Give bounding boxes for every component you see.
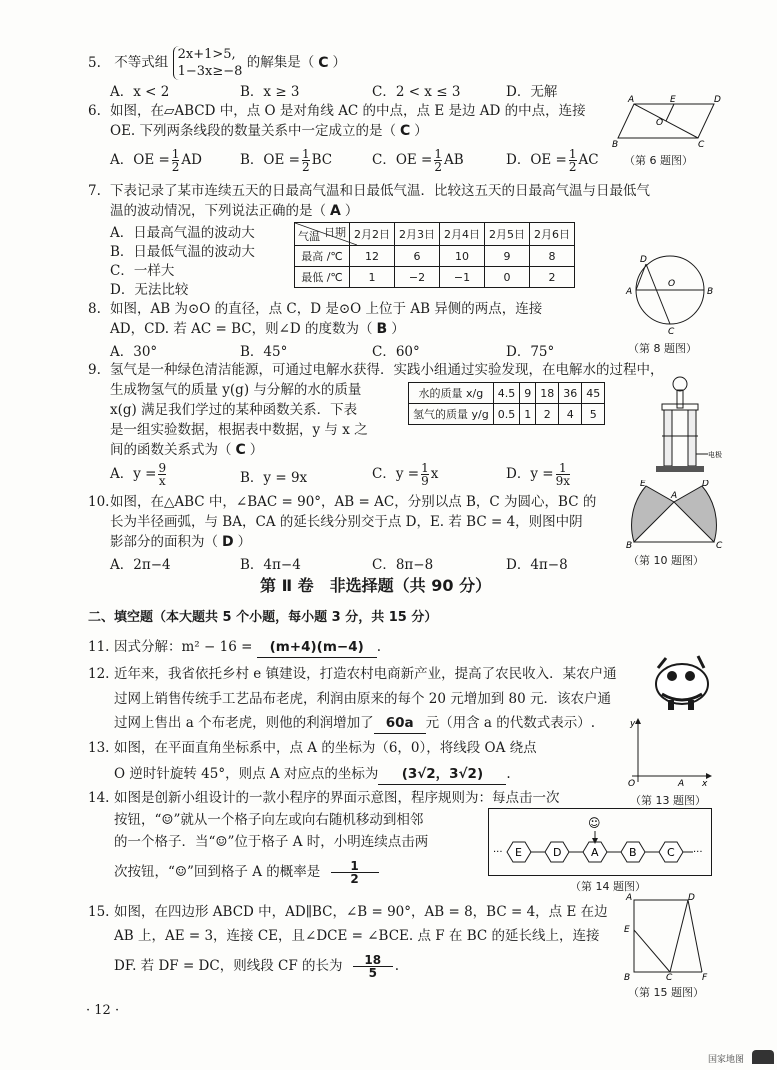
q9-option-b: B．y = 9x bbox=[240, 470, 308, 486]
q5-option-a: A．x < 2 bbox=[110, 84, 170, 100]
q9-line3: x(g) 满足我们学过的某种函数关系．下表 bbox=[110, 402, 358, 418]
q11: 11. 因式分解：m² − 16 = (m+4)(m−4) . bbox=[88, 637, 381, 658]
q10-caption: （第 10 题图） bbox=[628, 554, 704, 567]
svg-text:C: C bbox=[716, 541, 723, 550]
svg-text:O: O bbox=[668, 279, 676, 289]
q8-answer: B bbox=[376, 321, 388, 337]
page-number: · 12 · bbox=[86, 1003, 120, 1018]
svg-text:D: D bbox=[640, 255, 647, 265]
q9-answer: C bbox=[235, 442, 246, 458]
q8-caption: （第 8 题图） bbox=[628, 342, 697, 355]
q13-coordinate-figure bbox=[624, 716, 714, 788]
svg-text:D: D bbox=[702, 480, 709, 489]
q6-option-d: D．OE = $\frac{1}{2}$ AC bbox=[506, 147, 599, 174]
q14-line1: 14. 如图是创新小组设计的一款小程序的界面示意图，程序规则为：每点击一次 bbox=[88, 790, 560, 806]
svg-text:E: E bbox=[624, 925, 630, 935]
q9-line4: 是一组实验数据，根据表中数据，y 与 x 之 bbox=[110, 422, 368, 438]
svg-text:E: E bbox=[640, 480, 646, 489]
q14-cell-label: A bbox=[591, 846, 599, 859]
q15-line3: DF. 若 DF = DC，则线段 CF 的长为 $\frac{18}{5}$ . bbox=[114, 953, 400, 980]
q7-line1: 7. 下表记录了某市连续五天的日最高气温和日最低气温．比较这五天的日最高气温与日最低气 bbox=[88, 183, 650, 199]
q7-temperature-table: 日期 气温 2月2日 2月3日 2月4日 2月5日 2月6日 最高 /℃ 12 6 10 9 8 最低 /℃ 1 −2 −1 0 2 bbox=[294, 222, 575, 288]
corner-stamp-tab bbox=[752, 1050, 774, 1064]
q8-option-a: A．30° bbox=[110, 344, 158, 360]
svg-text:···: ··· bbox=[493, 847, 503, 858]
q12-line1: 12. 近年来，我省依托乡村 e 镇建设，打造农村电商新产业，提高了农民收入．某农户通 bbox=[88, 666, 617, 682]
q11-answer: (m+4)(m−4) bbox=[257, 637, 377, 658]
q5-number: 5. bbox=[88, 54, 101, 71]
q9-electrolysis-apparatus bbox=[652, 374, 724, 478]
q12-line2: 过网上销售传统手工艺品布老虎，利润由原来的每个 20 元增加到 80 元．该农户通 bbox=[114, 691, 612, 707]
q9-line5: 间的函数关系式为（ C ） bbox=[110, 442, 264, 458]
q14-cell-row bbox=[489, 809, 711, 875]
svg-text:A: A bbox=[626, 287, 633, 297]
q10-option-a: A．2π−4 bbox=[110, 557, 171, 573]
table-row: 氢气的质量 y/g 0.5 1 2 4 5 bbox=[409, 404, 605, 425]
q6-option-a: A．OE = $\frac{1}{2}$ AD bbox=[110, 147, 202, 174]
svg-text:C: C bbox=[666, 973, 673, 980]
q14-caption: （第 14 题图） bbox=[570, 880, 646, 893]
q9-line2: 生成物氢气的质量 y(g) 与分解的水的质量 bbox=[110, 382, 362, 398]
svg-text:电极: 电极 bbox=[708, 451, 722, 459]
svg-text:A: A bbox=[628, 95, 635, 105]
q8-option-d: D．75° bbox=[506, 344, 555, 360]
q5-answer: C bbox=[318, 54, 329, 71]
q5-system: 2x+1>5, 1−3x≥−8 bbox=[173, 46, 243, 80]
q5: 5. 不等式组 2x+1>5, 1−3x≥−8 的解集是（ C ） bbox=[88, 47, 346, 79]
q8-option-b: B．45° bbox=[240, 344, 288, 360]
svg-text:O: O bbox=[628, 779, 636, 788]
q7-table-corner: 日期 气温 bbox=[295, 223, 350, 246]
q5-option-d: D．无解 bbox=[506, 84, 558, 100]
q7-line2: 温的波动情况，下列说法正确的是（ A ） bbox=[110, 203, 359, 219]
q6-caption: （第 6 题图） bbox=[624, 154, 693, 167]
section-title: 第 Ⅱ 卷 非选择题（共 90 分） bbox=[260, 576, 492, 595]
svg-text:A: A bbox=[671, 491, 678, 501]
q9-line1: 9. 氢气是一种绿色清洁能源，可通过电解水获得．实践小组通过实验发现，在电解水的过程中， bbox=[88, 362, 664, 378]
q7-option-d: D．无法比较 bbox=[110, 282, 189, 298]
q9-option-a: A．y = $\frac{9}{x}$ bbox=[110, 461, 167, 488]
q5-option-b: B．x ≥ 3 bbox=[240, 84, 300, 100]
svg-text:y: y bbox=[630, 719, 636, 729]
q14-line3: 的一个格子．当“☺”位于格子 A 时，小明连续点击两 bbox=[114, 834, 429, 850]
svg-text:D: D bbox=[714, 95, 721, 105]
svg-text:A: A bbox=[678, 779, 685, 788]
svg-text:B: B bbox=[612, 140, 619, 148]
q6-option-b: B．OE = $\frac{1}{2}$ BC bbox=[240, 147, 333, 174]
q8-line2: AD，CD. 若 AC = BC，则∠D 的度数为（ B ） bbox=[110, 321, 405, 337]
svg-text:O: O bbox=[656, 118, 664, 128]
q5-option-c: C．2 < x ≤ 3 bbox=[372, 84, 461, 100]
q9-data-table bbox=[408, 382, 605, 425]
q6-line2: OE. 下列两条线段的数量关系中一定成立的是（ C ） bbox=[110, 123, 428, 139]
q14-answer: $\frac{1}{2}$ bbox=[331, 860, 379, 885]
svg-text:···: ··· bbox=[693, 847, 703, 858]
section-part-heading: 二、填空题（本大题共 5 个小题，每小题 3 分，共 15 分） bbox=[88, 610, 438, 625]
q14-cell-label: C bbox=[667, 846, 675, 859]
q10-answer: D bbox=[222, 534, 234, 550]
svg-text:B: B bbox=[624, 973, 631, 980]
svg-text:B: B bbox=[626, 541, 633, 550]
q10-line1: 10.如图，在△ABC 中，∠BAC = 90°，AB = AC，分别以点 B，C 为圆心，BC 的 bbox=[88, 494, 597, 510]
q15-answer: $\frac{18}{5}$ bbox=[353, 954, 393, 979]
smiley-icon: ☺ bbox=[588, 816, 601, 830]
q10-line2: 长为半径画弧，与 BA，CA 的延长线分别交于点 D，E. 若 BC = 4，则图中阴 bbox=[110, 514, 583, 530]
table-row: 最低 /℃ 1 −2 −1 0 2 bbox=[295, 267, 575, 288]
q6-line1: 6. 如图，在▱ABCD 中，点 O 是对角线 AC 的中点，点 E 是边 AD 的中点，连接 bbox=[88, 103, 586, 119]
q10-option-b: B．4π−4 bbox=[240, 557, 301, 573]
q10-option-d: D．4π−8 bbox=[506, 557, 568, 573]
q14-cell-label: B bbox=[629, 846, 637, 859]
corner-stamp: 国家地图 bbox=[708, 1055, 745, 1065]
q10-arc-figure bbox=[624, 480, 724, 550]
q13-caption: （第 13 题图） bbox=[630, 794, 706, 807]
svg-text:A: A bbox=[626, 893, 633, 903]
svg-text:E: E bbox=[670, 95, 676, 105]
q14-program-interface bbox=[488, 808, 712, 876]
q9-option-c: C．y = $\frac{1}{9}$ x bbox=[372, 461, 439, 488]
q13-answer: (3√2，3√2) bbox=[378, 764, 506, 785]
q15-caption: （第 15 题图） bbox=[628, 986, 704, 999]
q14-line4: 次按钮，“☺”回到格子 A 的概率是 $\frac{1}{2}$ bbox=[114, 860, 381, 885]
q9-option-d: D．y = $\frac{1}{9x}$ bbox=[506, 461, 570, 488]
q8-line1: 8. 如图，AB 为⊙O 的直径，点 C，D 是⊙O 上位于 AB 异侧的两点，连接 bbox=[88, 301, 543, 317]
svg-text:B: B bbox=[707, 287, 714, 297]
q15-line1: 15. 如图，在四边形 ABCD 中，AD∥BC，∠B = 90°，AB = 8，BC = 4，点 E 在边 bbox=[88, 904, 608, 920]
tiger-toy-icon bbox=[648, 650, 714, 712]
q14-cell-label: E bbox=[515, 846, 522, 859]
table-row: 最高 /℃ 12 6 10 9 8 bbox=[295, 246, 575, 267]
q13-line2: O 逆时针旋转 45°，则点 A 对应点的坐标为 (3√2，3√2) . bbox=[114, 764, 511, 785]
q8-option-c: C．60° bbox=[372, 344, 420, 360]
q6-parallelogram-figure bbox=[612, 92, 722, 148]
q12-answer: 60a bbox=[374, 713, 426, 734]
q15-line2: AB 上，AE = 3，连接 CE，且∠DCE = ∠BCE. 点 F 在 BC 的延长线上，连接 bbox=[114, 928, 600, 944]
svg-text:C: C bbox=[668, 327, 675, 336]
q7-option-b: B．日最低气温的波动大 bbox=[110, 244, 255, 260]
q7-option-c: C．一样大 bbox=[110, 263, 175, 279]
q10-option-c: C．8π−8 bbox=[372, 557, 434, 573]
q8-circle-figure bbox=[624, 250, 720, 336]
q14-line2: 按钮，“☺”就从一个格子向左或向右随机移动到相邻 bbox=[114, 812, 424, 828]
svg-text:x: x bbox=[702, 779, 708, 788]
q14-cell-label: D bbox=[553, 846, 562, 859]
q15-quadrilateral-figure bbox=[620, 892, 716, 980]
q6-answer: C bbox=[400, 123, 411, 139]
table-row: 水的质量 x/g 4.5 9 18 36 45 bbox=[409, 383, 605, 404]
svg-text:D: D bbox=[688, 893, 695, 903]
q7-option-a: A．日最高气温的波动大 bbox=[110, 225, 255, 241]
q10-line3: 影部分的面积为（ D ） bbox=[110, 534, 252, 550]
q12-line3: 过网上售出 a 个布老虎，则他的利润增加了 60a 元（用含 a 的代数式表示）. bbox=[114, 713, 595, 734]
svg-text:C: C bbox=[698, 140, 705, 148]
q6-option-c: C．OE = $\frac{1}{2}$ AB bbox=[372, 147, 464, 174]
svg-text:F: F bbox=[702, 973, 708, 980]
q13-line1: 13. 如图，在平面直角坐标系中，点 A 的坐标为（6，0），将线段 OA 绕点 bbox=[88, 740, 537, 756]
q7-answer: A bbox=[330, 203, 341, 219]
